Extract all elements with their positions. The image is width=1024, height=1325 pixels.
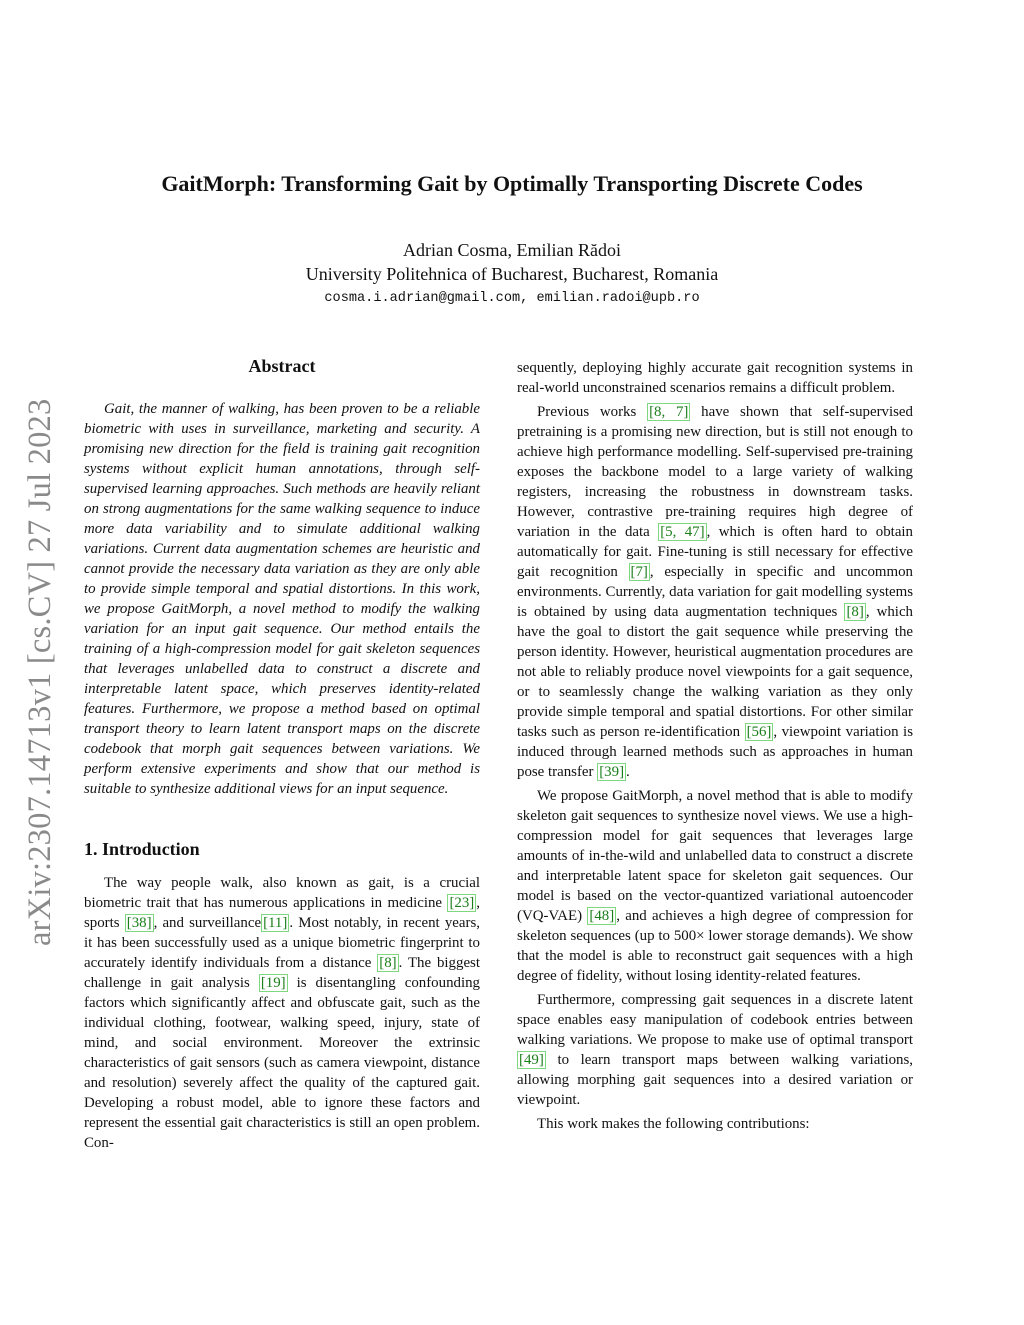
proposal-paragraph <box>517 786 913 986</box>
citation-link[interactable]: [38] <box>126 915 152 931</box>
text-span: Previous works <box>537 404 648 420</box>
text-span: , and surveillance <box>153 915 262 931</box>
citation-link[interactable]: [19] <box>260 975 286 991</box>
previous-works-paragraph <box>517 402 913 782</box>
text-span: have shown that self-supervised pretraining is a promising new direction, but is still not enough to achieve high performance modelling. Self-supervised pre-training exposes the backbone model to a large variety of walking registers, increasing the robustness in downstream tasks. However, contrastive pre-training requires high degree of variation in the data <box>517 404 913 540</box>
text-span: The way people walk, also known as gait, is a crucial biometric trait that has numerous applications in medicine <box>84 875 480 911</box>
text-span: to learn transport maps between walking variations, allowing morphing gait sequences into a desired variation or viewpoint. <box>517 1052 913 1108</box>
citation-link[interactable]: [11] <box>263 915 288 931</box>
text-span: , which is often hard to obtain automatically for gait. Fine-tuning is still necessary for effective gait recognition <box>517 524 914 580</box>
text-span: is disentangling confounding factors which significantly affect and obfuscate gait, such as the individual clothing, footwear, walking speed, injury, state of mind, and social environment. Moreover the extrinsic characteristics of gait sensors (such as camera viewpoint, distance and resolution) severely affect the quality of the captured gait. Developing a robust model, able to ignore these factors and represent the essential gait characteristics is still an open problem. Con- <box>84 975 480 1151</box>
text-span: . <box>626 764 630 780</box>
intro-paragraph-1 <box>84 873 480 1153</box>
citation-link[interactable]: [49] <box>519 1052 544 1068</box>
citation-link[interactable]: [8] <box>846 604 864 620</box>
arxiv-stamp: arXiv:2307.14713v1 [cs.CV] 27 Jul 2023 <box>22 398 58 946</box>
text-span: , and achieves a high degree of compression for skeleton sequences (up to 500× lower storage demands). We show that the model is able to reconstruct gait sequences with a high degree of fidelity, without losing identity-related features. <box>517 908 913 984</box>
paper-title: GaitMorph: Transforming Gait by Optimally Transporting Discrete Codes <box>161 171 863 196</box>
authors: Adrian Cosma, Emilian Rădoi <box>403 240 621 260</box>
text-span: , which have the goal to distort the gait sequence while preserving the person identity. However, heuristical augmentation procedures are not able to reliably produce novel viewpoints for a gait sequence, or to seamlessly change the walking variation as they only provide simple temporal and spatial distortions. For other similar tasks such as person re-identification <box>517 604 914 740</box>
left-column <box>84 354 480 1157</box>
citation-link[interactable]: [23] <box>449 895 475 911</box>
citation-link[interactable]: [56] <box>746 724 772 740</box>
abstract-heading: Abstract <box>248 356 316 376</box>
text-span: Furthermore, compressing gait sequences in a discrete latent space enables easy manipulation of codebook entries between walking variations. We propose to make use of optimal transport <box>517 992 913 1048</box>
introduction-heading: 1. Introduction <box>84 839 200 859</box>
optimal-transport-paragraph <box>517 990 913 1110</box>
text-span: , sports <box>84 895 480 931</box>
citation-link[interactable]: [8, 7] <box>649 404 689 420</box>
citation-link[interactable]: [48] <box>589 908 615 924</box>
citation-link[interactable]: [7] <box>630 564 648 580</box>
text-span: We propose GaitMorph, a novel method that is able to modify skeleton gait sequences to synthesize novel views. We use a high-compression model for gait sequences that leverages large amounts of in-the-wild and unlabelled data to construct a discrete and interpretable latent space for skeleton gait sequences. Our model is based on the vector-quantized variational autoencoder (VQ-VAE) <box>517 788 913 924</box>
contributions-lead-in: This work makes the following contributions: <box>537 1116 810 1132</box>
citation-link[interactable]: [5, 47] <box>660 524 705 540</box>
continued-paragraph: sequently, deploying highly accurate gait recognition systems in real-world unconstrained scenarios remains a difficult problem. <box>517 360 913 396</box>
citation-link[interactable]: [39] <box>599 764 625 780</box>
author-emails: cosma.i.adrian@gmail.com, emilian.radoi@upb.ro <box>324 291 700 306</box>
right-column <box>517 358 913 1138</box>
text-span: , especially in specific and uncommon environments. Currently, data variation for gait modelling systems is obtained by using data augmentation techniques <box>517 564 913 620</box>
abstract-text: Gait, the manner of walking, has been proven to be a reliable biometric with uses in surveillance, marketing and security. A promising new direction for the field is training gait recognition systems without explicit human annotations, through self-supervised learning approaches. Such methods are heavily reliant on strong augmentations for the same walking sequence to induce more data variability and to simulate additional walking variations. Current data augmentation schemes are heuristic and cannot provide the necessary data variation as they are only able to provide simple temporal and spatial distortions. In this work, we propose GaitMorph, a novel method to modify the walking variation for an input gait sequence. Our method entails the training of a high-compression model for gait skeleton sequences that leverages unlabelled data to construct a discrete and interpretable latent space, which preserves identity-related features. Furthermore, we propose a method based on optimal transport theory to learn latent transport maps on the discrete codebook that morph gait sequences between variations. We perform extensive experiments and show that our method is suitable to synthesize additional views for an input sequence. <box>84 401 480 797</box>
text-span: . The biggest challenge in gait analysis <box>84 955 480 991</box>
citation-link[interactable]: [8] <box>379 955 397 971</box>
affiliation: University Politehnica of Bucharest, Bucharest, Romania <box>305 264 719 284</box>
text-span: . Most notably, in recent years, it has been successfully used as a unique biometric fingerprint to accurately identify individuals from a distance <box>84 915 480 971</box>
text-span: , viewpoint variation is induced through learned methods such as approaches in human pose transfer <box>517 724 913 780</box>
